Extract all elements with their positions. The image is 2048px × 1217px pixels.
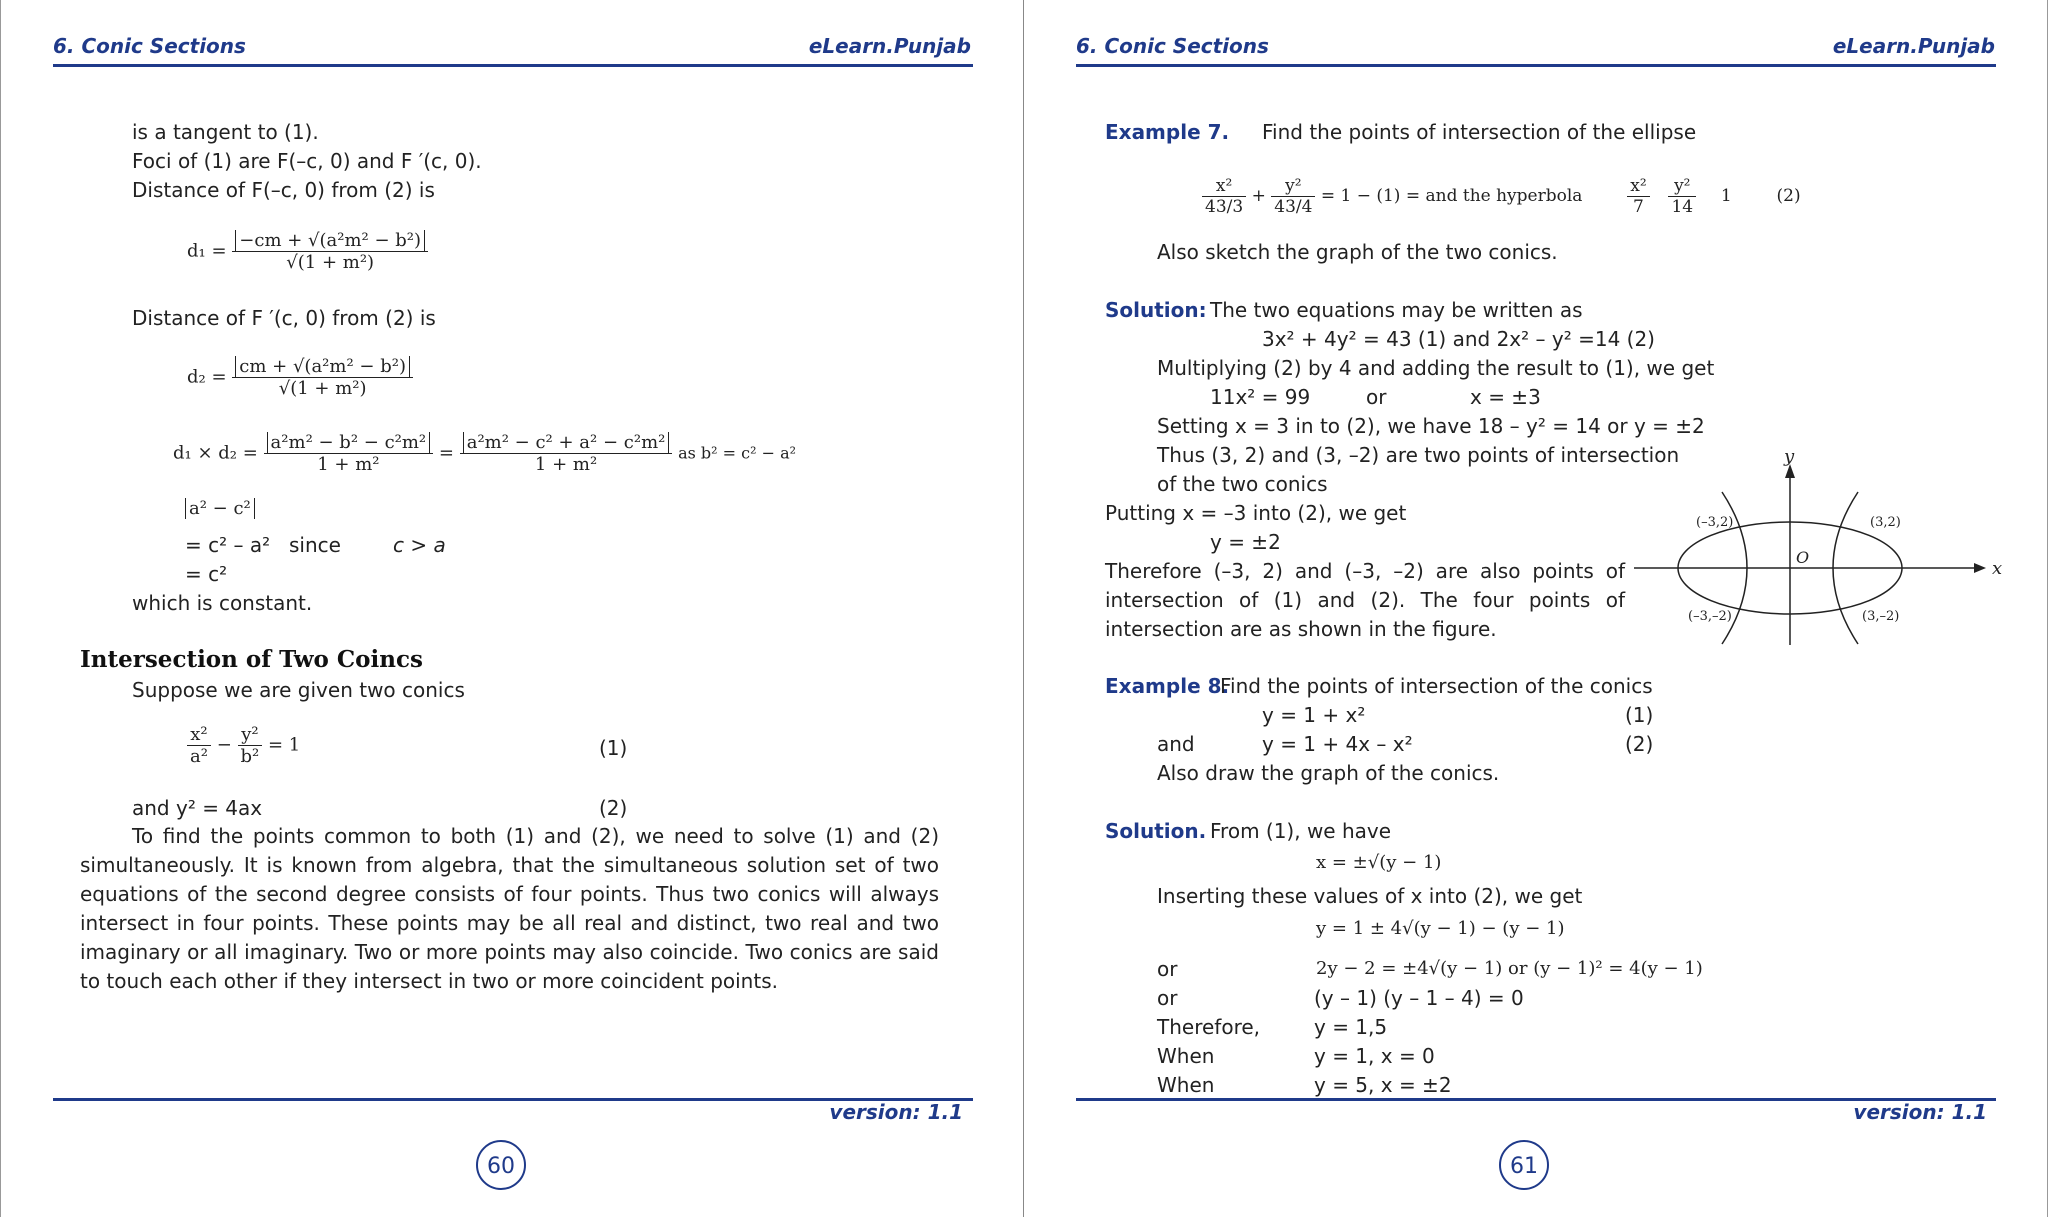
hyperbola-den-x: 7 bbox=[1633, 197, 1644, 217]
right-page bbox=[1024, 0, 2048, 1217]
hyperbola-fraction-y bbox=[1668, 176, 1696, 217]
text-line: 11x² = 99 bbox=[1210, 385, 1311, 409]
ellipse-num-y: y² bbox=[1271, 176, 1315, 197]
ellipse-rhs: = 1 − (1) = and the hyperbola bbox=[1320, 186, 1583, 206]
text-line: = c² bbox=[185, 562, 228, 586]
text-line: y = 1 + 4x – x² bbox=[1262, 732, 1413, 756]
solution-label: Solution. bbox=[1105, 819, 1207, 843]
text-line: is a tangent to (1). bbox=[132, 120, 319, 144]
hyperbola-num-y: y² bbox=[1668, 176, 1696, 197]
text-line: c > a bbox=[393, 533, 446, 557]
d2-numerator: cm + √(a²m² − b²) bbox=[235, 356, 410, 377]
hyperbola-rhs: 1 bbox=[1720, 186, 1732, 206]
text-line: of the two conics bbox=[1157, 472, 1328, 496]
product-denominator-1: 1 + m² bbox=[317, 454, 380, 475]
text-line: x = ±3 bbox=[1470, 385, 1541, 409]
text-line: and y² = 4ax bbox=[132, 796, 263, 820]
equation-number: (2) bbox=[1776, 186, 1801, 206]
math-eq1: $\frac{\text{x²}}{\text{a²}}$ − $\frac{\text{y²}}{\text{b²}}$ = 1 bbox=[187, 724, 300, 767]
eq1-rhs: = 1 bbox=[268, 734, 301, 756]
text-line: Multiplying (2) by 4 and adding the result to (1), we get bbox=[1157, 356, 1715, 380]
page-number: 60 bbox=[476, 1140, 526, 1190]
d1-denominator: √(1 + m²) bbox=[286, 252, 375, 273]
text-line: or bbox=[1366, 385, 1387, 409]
header-title: 6. Conic Sections bbox=[53, 34, 246, 58]
eq1-num-y: y² bbox=[238, 724, 263, 746]
d1-fraction bbox=[232, 230, 428, 273]
text-line: Also sketch the graph of the two conics. bbox=[1157, 240, 1558, 264]
header-rule bbox=[1076, 64, 1996, 67]
product-numerator-1: a²m² − b² − c²m² bbox=[267, 432, 431, 453]
equation-number: (2) bbox=[599, 796, 628, 820]
intersection-figure bbox=[1624, 440, 2004, 660]
text-line: (y – 1) (y – 1 – 4) = 0 bbox=[1314, 986, 1524, 1010]
math-line: 2y − 2 = ±4√(y − 1) or (y − 1)² = 4(y − 1) bbox=[1316, 958, 1703, 979]
hyperbola-den-y: 14 bbox=[1671, 197, 1694, 217]
version-label: version: 1.1 bbox=[829, 1100, 963, 1124]
abs-expression: a² − c² bbox=[185, 498, 255, 519]
eq1-den-a: a² bbox=[190, 746, 208, 767]
equation-number: (1) bbox=[599, 736, 628, 760]
math-d2 bbox=[187, 356, 413, 399]
text-line: When bbox=[1157, 1044, 1215, 1068]
ellipse-fraction-x bbox=[1202, 176, 1246, 217]
hyperbola-num-x: x² bbox=[1627, 176, 1649, 197]
text-line: When bbox=[1157, 1073, 1215, 1097]
text-line: y = ±2 bbox=[1210, 530, 1281, 554]
math-line: x = ±√(y − 1) bbox=[1316, 852, 1442, 873]
hyperbola-fraction-x bbox=[1627, 176, 1649, 217]
text-line: From (1), we have bbox=[1210, 819, 1392, 843]
text-line: Distance of F ′(c, 0) from (2) is bbox=[132, 306, 436, 330]
text-line: since bbox=[289, 533, 341, 557]
header-brand: eLearn.Punjab bbox=[808, 34, 971, 58]
eq1-num-x: x² bbox=[187, 724, 211, 746]
header-brand: eLearn.Punjab bbox=[1832, 34, 1995, 58]
point-label: (3,–2) bbox=[1862, 609, 1900, 624]
text-line: y = 1 + x² bbox=[1262, 703, 1366, 727]
d2-denominator: √(1 + m²) bbox=[278, 378, 367, 399]
x-axis-label: x bbox=[1992, 558, 2003, 579]
text-line: Thus (3, 2) and (3, –2) are two points of intersection bbox=[1157, 443, 1680, 467]
header-title: 6. Conic Sections bbox=[1076, 34, 1269, 58]
text-line: 3x² + 4y² = 43 (1) and 2x² – y² =14 (2) bbox=[1262, 327, 1655, 351]
text-line: and bbox=[1157, 732, 1195, 756]
product-denominator-2: 1 + m² bbox=[534, 454, 598, 475]
product-numerator-2: a²m² − c² + a² − c²m² bbox=[463, 432, 670, 453]
math-abs-line bbox=[185, 498, 255, 519]
product-lhs: d₁ × d₂ = bbox=[173, 442, 258, 464]
product-fraction-1 bbox=[264, 432, 434, 475]
example-7-label: Example 7. bbox=[1105, 120, 1230, 144]
text-line: or bbox=[1157, 957, 1178, 981]
text-line: Setting x = 3 in to (2), we have 18 – y² = 14 or y = ±2 bbox=[1157, 414, 1705, 438]
point-label: (–3,–2) bbox=[1688, 609, 1732, 624]
origin-label: O bbox=[1796, 548, 1810, 567]
d2-fraction bbox=[232, 356, 413, 399]
product-fraction-2 bbox=[460, 432, 673, 475]
text-line: y = 1,5 bbox=[1314, 1015, 1388, 1039]
math-product bbox=[173, 432, 796, 475]
eq1-fraction-y bbox=[238, 724, 263, 767]
text-line: Therefore, bbox=[1157, 1015, 1261, 1039]
d1-numerator: −cm + √(a²m² − b²) bbox=[235, 230, 425, 251]
text-line: which is constant. bbox=[132, 591, 313, 615]
text-line: The two equations may be written as bbox=[1210, 298, 1583, 322]
text-line: Inserting these values of x into (2), we get bbox=[1157, 884, 1583, 908]
section-heading: Intersection of Two Coincs bbox=[80, 646, 423, 673]
text-line: Putting x = –3 into (2), we get bbox=[1105, 501, 1407, 525]
point-label: (–3,2) bbox=[1696, 515, 1734, 530]
text-line: y = 5, x = ±2 bbox=[1314, 1073, 1452, 1097]
product-condition: as b² = c² − a² bbox=[678, 443, 797, 463]
page-number: 61 bbox=[1499, 1140, 1549, 1190]
point-label: (3,2) bbox=[1870, 515, 1901, 530]
example-8-text: Find the points of intersection of the conics bbox=[1220, 674, 1653, 698]
example-7-text: Find the points of intersection of the ellipse bbox=[1262, 120, 1697, 144]
math-d1 bbox=[187, 230, 428, 273]
equation-number: (2) bbox=[1625, 732, 1654, 756]
text-line: y = 1, x = 0 bbox=[1314, 1044, 1435, 1068]
paragraph: Therefore (–3, 2) and (–3, –2) are also points of intersection of (1) and (2). The four points of intersection are as shown in the figure. bbox=[1105, 559, 1625, 641]
ellipse-den-x: 43/3 bbox=[1205, 197, 1244, 217]
d1-lhs: d₁ = bbox=[187, 240, 227, 262]
math-line: y = 1 ± 4√(y − 1) − (y − 1) bbox=[1316, 918, 1565, 939]
eq1-den-b: b² bbox=[240, 746, 260, 767]
version-label: version: 1.1 bbox=[1853, 1100, 1987, 1124]
text-line: = c² – a² bbox=[185, 533, 271, 557]
equals-sign: = bbox=[438, 442, 454, 464]
equation-number: (1) bbox=[1625, 703, 1654, 727]
eq1-fraction-x bbox=[187, 724, 211, 767]
solution-label: Solution: bbox=[1105, 298, 1207, 322]
ellipse-den-y: 43/4 bbox=[1274, 197, 1313, 217]
plus-sign: + bbox=[1251, 186, 1266, 206]
d2-lhs: d₂ = bbox=[187, 366, 227, 388]
text-line: Foci of (1) are F(–c, 0) and F ′(c, 0). bbox=[132, 149, 482, 173]
text-line: Distance of F(–c, 0) from (2) is bbox=[132, 178, 435, 202]
paragraph: To find the points common to both (1) and (2), we need to solve (1) and (2) simultaneously. It is known from algebra, that the simultaneous solution set of two equations of the second degree consists of four points. Thus two conics will always intersect in four points. These points may be all real and distinct, two real and two imaginary or all imaginary. Two or more points may also coincide. Two conics are said to touch each other if they intersect in two or more coincident points. bbox=[80, 824, 939, 993]
header-rule bbox=[53, 64, 973, 67]
text-line: Also draw the graph of the conics. bbox=[1157, 761, 1500, 785]
y-axis-label: y bbox=[1784, 446, 1795, 467]
text-line: or bbox=[1157, 986, 1178, 1010]
ellipse-num-x: x² bbox=[1202, 176, 1246, 197]
example-8-label: Example 8. bbox=[1105, 674, 1230, 698]
x-axis-arrow bbox=[1974, 563, 1986, 573]
example-7-equations bbox=[1202, 176, 1801, 217]
ellipse-fraction-y bbox=[1271, 176, 1315, 217]
text-line: Suppose we are given two conics bbox=[132, 678, 465, 702]
